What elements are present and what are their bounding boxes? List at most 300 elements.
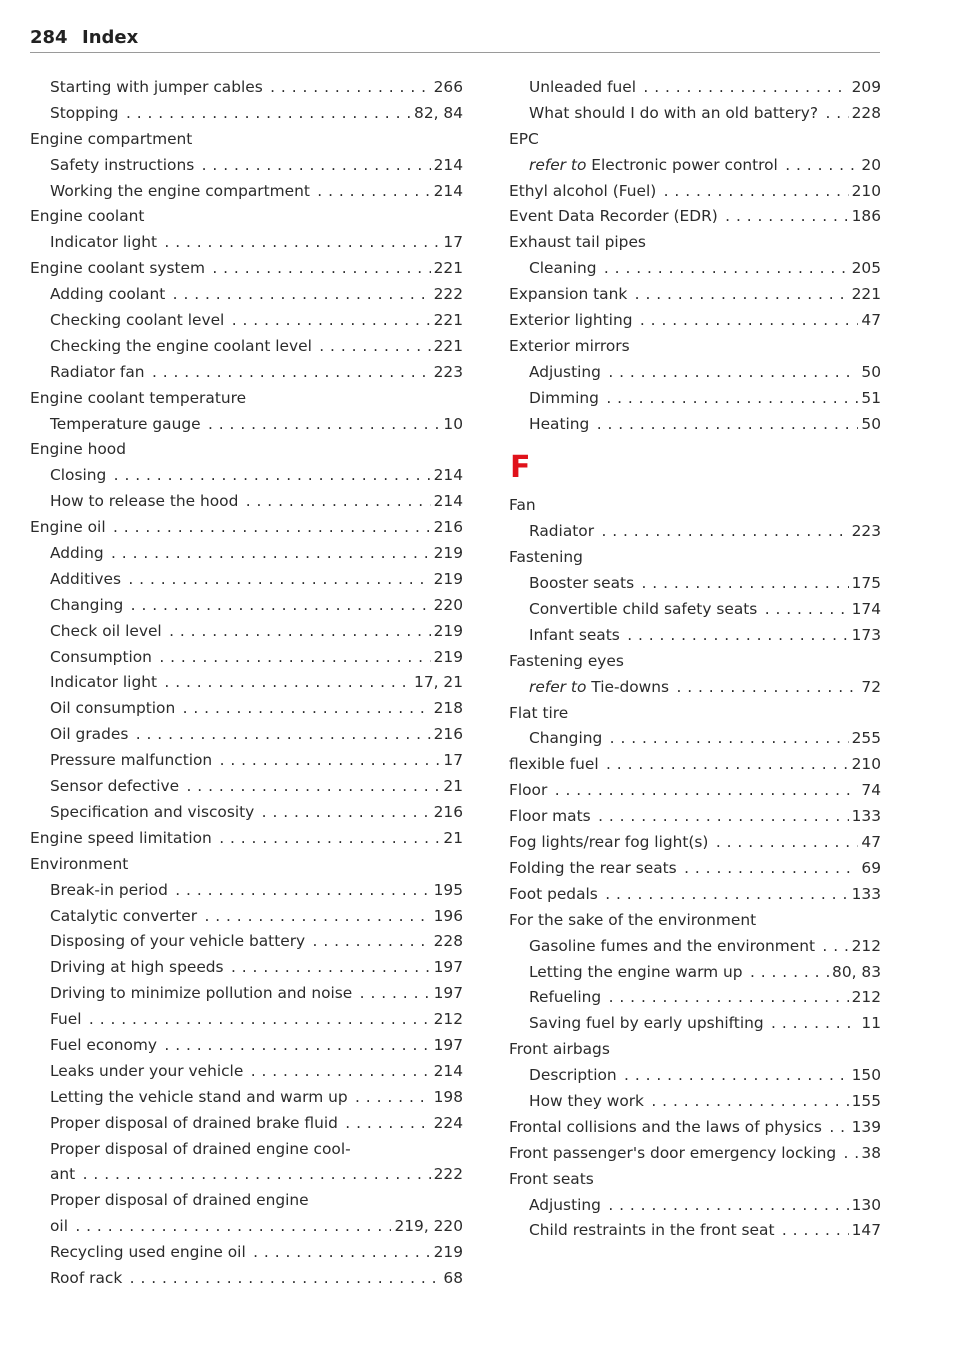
entry-label: Folding the rear seats [509, 858, 677, 877]
entry-text [50, 156, 196, 174]
entry-page[interactable]: 21 [440, 826, 463, 852]
entry-page[interactable]: 219 [431, 619, 463, 645]
entry-label: Engine oil [30, 518, 106, 537]
index-entry [30, 204, 463, 230]
entry-page[interactable]: 38 [858, 1141, 881, 1167]
entry-page[interactable]: 219 [431, 567, 463, 593]
entry-label: Adding coolant [50, 285, 166, 304]
index-subentry [30, 153, 463, 179]
entry-text [50, 777, 181, 795]
entry-label: Floor [509, 781, 548, 800]
entry-label: Specification and viscosity [50, 802, 255, 821]
entry-page[interactable]: 197 [431, 955, 463, 981]
index-entry [509, 1115, 881, 1141]
entry-label: Fuel [50, 1010, 82, 1029]
entry-text [50, 1165, 77, 1183]
entry-page[interactable]: 197 [431, 1033, 463, 1059]
entry-label: Expansion tank [509, 285, 628, 304]
index-subentry [509, 960, 881, 986]
entry-label: Booster seats [529, 574, 635, 593]
entry-page[interactable]: 212 [431, 1007, 463, 1033]
index-entry [509, 545, 881, 571]
entry-page[interactable]: 74 [858, 778, 881, 804]
entry-label: Check oil level [50, 621, 162, 640]
index-subentry [30, 1188, 463, 1214]
entry-page[interactable]: 150 [849, 1063, 881, 1089]
entry-label: Break-in period [50, 880, 168, 899]
entry-label: Exterior lighting [509, 311, 633, 330]
entry-label: How they work [529, 1091, 644, 1110]
entry-label: Exterior mirrors [509, 336, 630, 355]
index-subentry [30, 670, 463, 696]
entry-page[interactable]: 219 [431, 1240, 463, 1266]
index-entry [509, 334, 881, 360]
entry-label: Engine coolant temperature [30, 388, 247, 407]
entry-text [50, 544, 106, 562]
entry-text [529, 626, 622, 644]
entry-label: Sensor defective [50, 777, 180, 796]
entry-label: Checking coolant level [50, 311, 225, 330]
entry-text [529, 574, 636, 592]
index-subentry [509, 386, 881, 412]
index-entry [509, 1037, 881, 1063]
entry-text [50, 984, 354, 1002]
index-subentry [30, 981, 463, 1007]
entry-label: Proper disposal of drained engine [50, 1191, 309, 1210]
entry-page[interactable]: 223 [849, 519, 881, 545]
index-subentry [30, 1162, 463, 1188]
index-subentry [509, 597, 881, 623]
entry-page[interactable]: 80, 83 [829, 960, 881, 986]
entry-page[interactable]: 17 [440, 230, 463, 256]
entry-text [50, 1140, 353, 1158]
entry-text [529, 522, 596, 540]
entry-page[interactable]: 82, 84 [411, 101, 463, 127]
index-subentry [509, 1063, 881, 1089]
entry-page[interactable]: 130 [849, 1193, 881, 1219]
index-entry [30, 852, 463, 878]
entry-text [529, 963, 745, 981]
entry-page[interactable]: 197 [431, 981, 463, 1007]
entry-text [50, 363, 147, 381]
entry-text [509, 182, 658, 200]
entry-label: Changing [529, 729, 603, 748]
entry-page[interactable]: 173 [849, 623, 881, 649]
entry-label: Fastening eyes [509, 651, 624, 670]
entry-page[interactable]: 224 [431, 1111, 463, 1137]
entry-page[interactable]: 17 [440, 748, 463, 774]
entry-text [50, 1217, 70, 1235]
entry-text [509, 1040, 612, 1058]
index-subentry [30, 645, 463, 671]
index-subentry [509, 1011, 881, 1037]
entry-text [529, 1066, 619, 1084]
page-header [30, 24, 880, 53]
entry-page[interactable]: 223 [431, 360, 463, 386]
entry-page[interactable]: 219 [431, 541, 463, 567]
index-entry [509, 179, 881, 205]
entry-text [529, 104, 820, 122]
entry-page[interactable]: 221 [431, 334, 463, 360]
index-subentry [30, 774, 463, 800]
entry-label: Roof rack [50, 1268, 123, 1287]
index-subentry [509, 1089, 881, 1115]
entry-text [50, 570, 123, 588]
entry-label: What should I do with an old battery? [529, 103, 819, 122]
index-entry [509, 830, 881, 856]
index-subentry [509, 934, 881, 960]
entry-label: Floor mats [509, 807, 591, 826]
entry-text [50, 881, 170, 899]
index-subentry [30, 463, 463, 489]
entry-label: flexible fuel [509, 755, 599, 774]
entry-page[interactable]: 209 [849, 75, 881, 101]
entry-page[interactable]: 147 [849, 1218, 881, 1244]
entry-page[interactable]: 220 [431, 593, 463, 619]
entry-label: Fan [509, 496, 536, 515]
entry-text [509, 496, 538, 514]
entry-text [50, 415, 203, 433]
entry-page[interactable]: 50 [858, 360, 881, 386]
index-entry [509, 1141, 881, 1167]
entry-text [30, 440, 128, 458]
entry-page[interactable]: 228 [431, 929, 463, 955]
entry-label: Letting the engine warm up [529, 962, 743, 981]
entry-page[interactable]: 212 [849, 934, 881, 960]
entry-label: Tie-downs [591, 677, 670, 696]
index-subentry [30, 1111, 463, 1137]
entry-text [50, 78, 265, 96]
entry-page[interactable]: 214 [431, 489, 463, 515]
index-subentry [30, 308, 463, 334]
index-entry [509, 282, 881, 308]
index-subentry [509, 75, 881, 101]
index-subentry [30, 412, 463, 438]
entry-page[interactable]: 196 [431, 904, 463, 930]
entry-text [50, 1269, 124, 1287]
index-subentry [30, 1214, 463, 1240]
entry-text [509, 781, 549, 799]
index-subentry [30, 904, 463, 930]
entry-text [509, 859, 679, 877]
index-entry [509, 908, 881, 934]
entry-page[interactable]: 198 [431, 1085, 463, 1111]
entry-page[interactable]: 266 [431, 75, 463, 101]
index-entry [509, 649, 881, 675]
entry-text [50, 1062, 245, 1080]
entry-page[interactable]: 212 [849, 985, 881, 1011]
entry-page[interactable]: 133 [849, 882, 881, 908]
entry-page[interactable]: 214 [431, 1059, 463, 1085]
entry-label: Front passenger's door emergency locking [509, 1143, 837, 1162]
entry-label: Environment [30, 854, 129, 873]
entry-text [50, 907, 199, 925]
entry-label: Child restraints in the front seat [529, 1221, 775, 1240]
entry-text [50, 1191, 311, 1209]
entry-page[interactable]: 20 [858, 153, 881, 179]
entry-label: Engine coolant system [30, 259, 205, 278]
entry-text [50, 466, 108, 484]
index-subentry [30, 75, 463, 101]
entry-label: Indicator light [50, 233, 158, 252]
entry-label: Event Data Recorder (EDR) [509, 207, 718, 226]
entry-label: Proper disposal of drained brake fluid [50, 1113, 338, 1132]
entry-label: Dimming [529, 388, 599, 407]
entry-text [50, 1036, 159, 1054]
entry-text [50, 1243, 248, 1261]
entry-label: Foot pedals [509, 884, 598, 903]
entry-text [509, 885, 600, 903]
entry-text [50, 803, 256, 821]
entry-text [50, 932, 307, 950]
index-subentry [30, 1059, 463, 1085]
entry-label: Ethyl alcohol (Fuel) [509, 181, 657, 200]
entry-text [509, 548, 585, 566]
entry-page[interactable]: 218 [431, 696, 463, 722]
index-section-letter: F [510, 450, 531, 486]
entry-label: Additives [50, 569, 121, 588]
entry-label: Recycling used engine oil [50, 1243, 246, 1262]
index-entry [509, 1167, 881, 1193]
entry-page[interactable]: 255 [849, 726, 881, 752]
entry-text [509, 1144, 838, 1162]
index-subentry [509, 256, 881, 282]
entry-text [509, 311, 635, 329]
entry-text [50, 958, 226, 976]
entry-label: Letting the vehicle stand and warm up [50, 1087, 348, 1106]
entry-text [529, 415, 591, 433]
index-subentry [509, 726, 881, 752]
index-entry [509, 701, 881, 727]
entry-text [529, 600, 759, 618]
entry-label: Proper disposal of drained engine cool- [50, 1139, 351, 1158]
entry-text [509, 704, 570, 722]
entry-text [509, 337, 632, 355]
entry-text [509, 1118, 824, 1136]
entry-label: Closing [50, 466, 107, 485]
entry-label: Safety instructions [50, 155, 195, 174]
index-entry [30, 826, 463, 852]
entry-label: Engine speed limitation [30, 828, 212, 847]
entry-page[interactable]: 216 [431, 800, 463, 826]
entry-label: Oil grades [50, 725, 129, 744]
entry-text [509, 755, 601, 773]
entry-page[interactable]: 221 [431, 308, 463, 334]
entry-text [50, 233, 159, 251]
entry-text [50, 492, 240, 510]
index-entry [509, 204, 881, 230]
page-title: Index [82, 27, 139, 48]
entry-text [30, 207, 146, 225]
entry-label: Oil consumption [50, 699, 176, 718]
entry-label: Saving fuel by early upshifting [529, 1014, 764, 1033]
index-entry [30, 515, 463, 541]
entry-page[interactable]: 210 [849, 752, 881, 778]
entry-page[interactable]: 139 [849, 1115, 881, 1141]
index-subentry [30, 1266, 463, 1292]
entry-label: Heating [529, 414, 590, 433]
entry-text [509, 1170, 596, 1188]
index-subentry [30, 230, 463, 256]
entry-label: Refueling [529, 988, 602, 1007]
index-subentry [509, 1218, 881, 1244]
entry-text [509, 285, 629, 303]
entry-text [509, 911, 758, 929]
entry-page[interactable]: 175 [849, 571, 881, 597]
entry-label: Cleaning [529, 259, 597, 278]
entry-text [529, 363, 603, 381]
index-subentry [509, 519, 881, 545]
entry-page[interactable]: 210 [849, 179, 881, 205]
entry-page[interactable]: 155 [849, 1089, 881, 1115]
entry-label: Engine hood [30, 440, 126, 459]
index-entry [509, 308, 881, 334]
index-subentry [509, 623, 881, 649]
index-subentry [30, 748, 463, 774]
entry-label: Adding [50, 544, 104, 563]
entry-page[interactable]: 221 [849, 282, 881, 308]
entry-label: Driving to minimize pollution and noise [50, 984, 353, 1003]
index-entry [509, 752, 881, 778]
entry-text [529, 156, 780, 174]
entry-label: Adjusting [529, 362, 601, 381]
entry-page[interactable]: 228 [849, 101, 881, 127]
index-entry [30, 437, 463, 463]
index-entry [30, 127, 463, 153]
index-entry [509, 127, 881, 153]
entry-label: Fog lights/rear fog light(s) [509, 833, 709, 852]
entry-text [529, 729, 604, 747]
entry-label: Frontal collisions and the laws of physics [509, 1117, 822, 1136]
entry-page[interactable]: 68 [440, 1266, 463, 1292]
index-subentry [30, 282, 463, 308]
entry-page[interactable]: 47 [858, 830, 881, 856]
entry-text [509, 130, 541, 148]
entry-page[interactable]: 72 [858, 675, 881, 701]
entry-text [529, 78, 638, 96]
entry-label: Disposing of your vehicle battery [50, 932, 306, 951]
entry-page[interactable]: 17, 21 [411, 670, 463, 696]
entry-label: Adjusting [529, 1195, 601, 1214]
entry-label: Radiator fan [50, 362, 145, 381]
index-subentry [30, 955, 463, 981]
entry-text [50, 725, 130, 743]
entry-page[interactable]: 216 [431, 722, 463, 748]
entry-text [30, 130, 194, 148]
entry-text [509, 233, 648, 251]
entry-text [50, 1088, 350, 1106]
index-entry [30, 386, 463, 412]
entry-label: Catalytic converter [50, 906, 198, 925]
entry-text [529, 678, 671, 696]
entry-text [50, 622, 164, 640]
entry-label: Flat tire [509, 703, 569, 722]
index-entry [509, 230, 881, 256]
entry-text [50, 182, 312, 200]
entry-label: Consumption [50, 647, 152, 666]
entry-page[interactable]: 174 [849, 597, 881, 623]
entry-label: Starting with jumper cables [50, 78, 263, 96]
index-subentry [509, 412, 881, 438]
entry-page[interactable]: 195 [431, 878, 463, 904]
entry-text [529, 1092, 646, 1110]
entry-text [529, 1014, 766, 1032]
index-subentry [509, 675, 881, 701]
entry-text [50, 1114, 340, 1132]
entry-page[interactable]: 214 [431, 463, 463, 489]
entry-text [30, 389, 248, 407]
entry-page[interactable]: 50 [858, 412, 881, 438]
index-subentry [509, 1193, 881, 1219]
entry-text [509, 807, 593, 825]
entry-text [30, 518, 108, 536]
entry-page[interactable]: 216 [431, 515, 463, 541]
index-subentry [30, 619, 463, 645]
entry-label: EPC [509, 129, 539, 148]
entry-page[interactable]: 214 [431, 179, 463, 205]
entry-page[interactable]: 21 [440, 774, 463, 800]
entry-page[interactable]: 11 [858, 1011, 881, 1037]
index-subentry [30, 1137, 463, 1163]
index-column-right [509, 75, 881, 1244]
entry-text [30, 259, 207, 277]
index-subentry [30, 1007, 463, 1033]
entry-label: Electronic power control [591, 155, 778, 174]
entry-text [529, 937, 817, 955]
entry-page[interactable]: 47 [858, 308, 881, 334]
entry-page[interactable]: 222 [431, 282, 463, 308]
entry-page[interactable]: 51 [858, 386, 881, 412]
entry-label: Leaks under your vehicle [50, 1061, 244, 1080]
entry-label: Checking the engine coolant level [50, 336, 312, 355]
index-subentry [30, 722, 463, 748]
index-subentry [30, 593, 463, 619]
entry-label: Fastening [509, 548, 583, 567]
entry-page[interactable]: 221 [431, 256, 463, 282]
entry-label: Working the engine compartment [50, 181, 310, 200]
index-subentry [30, 1240, 463, 1266]
entry-page[interactable]: 133 [849, 804, 881, 830]
index-subentry [30, 567, 463, 593]
entry-page[interactable]: 186 [849, 204, 881, 230]
index-column-left [30, 75, 463, 1292]
index-subentry [30, 179, 463, 205]
entry-text [509, 652, 626, 670]
entry-page[interactable]: 219 [431, 645, 463, 671]
entry-text [50, 596, 125, 614]
index-entry [509, 856, 881, 882]
entry-label: oil [50, 1217, 68, 1236]
entry-page[interactable]: 69 [858, 856, 881, 882]
entry-label: Pressure malfunction [50, 751, 213, 770]
entry-text [529, 1221, 777, 1239]
index-subentry [30, 541, 463, 567]
entry-page[interactable]: 214 [431, 153, 463, 179]
entry-text [50, 673, 159, 691]
index-subentry [30, 800, 463, 826]
entry-page[interactable]: 10 [440, 412, 463, 438]
entry-text [50, 1010, 84, 1028]
entry-label: Radiator [529, 522, 595, 541]
index-subentry [30, 101, 463, 127]
entry-page[interactable]: 222 [431, 1162, 463, 1188]
entry-page[interactable]: 205 [849, 256, 881, 282]
index-subentry [30, 696, 463, 722]
entry-text [30, 855, 130, 873]
entry-label: Fuel economy [50, 1035, 158, 1054]
entry-page[interactable]: 219, 220 [391, 1214, 463, 1240]
entry-label: Unleaded fuel [529, 78, 637, 96]
